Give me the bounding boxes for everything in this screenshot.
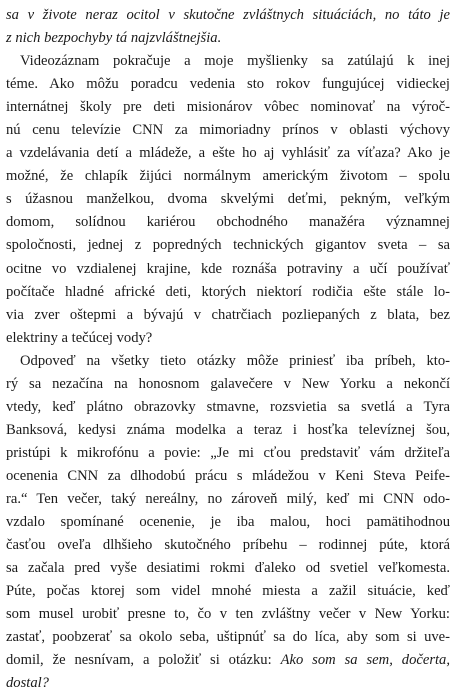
text-line: domom, solídnou kariérou obchodného manažéra významnej <box>6 214 450 231</box>
text-line <box>6 649 450 672</box>
text-line: spoločnosti, jednej z popredných technických gigantov sveta – sa <box>6 237 450 254</box>
text-line: Banksová, kedysi známa modelka a teraz i hosťka televíznej šou, <box>6 421 450 438</box>
paragraph-1 <box>6 4 450 50</box>
text-line: sa v živote neraz ocitol v skutočne zvláštnych situáciách, no táto je <box>6 7 450 23</box>
text-line-plain: domil, že nesnívam, a položiť si otázku: <box>6 652 281 669</box>
text-line: via zver oštepmi a bývajú v chatrčiach pozliepaných z blata, bez <box>6 306 450 323</box>
text-line: počítače hladné africké deti, ktorých niektorí rodičia ešte stále lo- <box>6 283 450 300</box>
text-line: vtedy, keď plátno obrazovky stmavne, rozsvietia sa svetlá a Tyra <box>6 398 450 415</box>
text-line: téme. Ako môžu poradcu vedenia sto rokov fungujúcej vidieckej <box>6 76 450 93</box>
text-line: elektriny a tečúcej vody? <box>6 329 153 346</box>
paragraph-2 <box>6 50 450 350</box>
text-line: nú cenu televízie CNN za mimoriadny prínos v oblasti výchovy <box>6 122 450 139</box>
text-line: a vzdelávania detí a mládeže, a ešte ho aj vyhlásiť za víťaza? Ako je <box>6 145 450 162</box>
text-line: sa začala pred vyše desiatimi rokmi ďaleko od svetiel veľkomesta. <box>6 560 450 577</box>
text-line <box>6 672 450 695</box>
text-line: rý sa nezačína na honosnom galavečere v New Yorku a nekončí <box>6 375 450 392</box>
text-line: ra.“ Ten večer, taký nereálny, no zároveň milý, keď mi CNN odo- <box>6 490 450 507</box>
text-line: Púte, počas ktorej som videl mnohé miesta a zažil situácie, keď <box>6 583 450 600</box>
text-line: ocenenia CNN za dlhodobú prácu s mládežou v Keni Steva Peife- <box>6 467 450 484</box>
text-line: som musel urobiť presne to, čo v ten zvláštny večer v New Yorku: <box>6 606 450 623</box>
text-line: vzdalo spomínané ocenenie, je iba malou, hoci pamätihodnou <box>6 514 450 531</box>
text-line: Videozáznam pokračuje a moje myšlienky sa zatúlajú k inej <box>20 53 450 70</box>
text-line: internátnej školy pre deti misionárov vôbec nominovať na výroč- <box>6 99 450 116</box>
italic-question: Ako som sa sem, dočerta, <box>280 652 450 669</box>
text-line: zastať, poobzerať sa okolo seba, uštipnúť sa do líca, aby som si uve- <box>6 629 450 646</box>
text-line: pristúpi k mikrofónu a povie: „Je mi cťou predstaviť vám držiteľa <box>6 444 450 461</box>
paragraph-3 <box>6 350 450 695</box>
text-line: Odpoveď na všetky tieto otázky môže priniesť iba príbeh, kto- <box>20 352 450 369</box>
text-line: ocitne vo vzdialenej krajine, kde roznáša potraviny a učí používať <box>6 260 450 277</box>
text-line: z nich bezpochyby tá najzvláštnejšia. <box>6 30 222 47</box>
text-line: s úžasnou manželkou, dvoma skvelými deťmi, pekným, veľkým <box>6 191 450 208</box>
text-line: časťou oveľa dlhšieho skutočného príbehu – rodinnej púte, ktorá <box>6 537 450 554</box>
italic-question-end: dostal? <box>6 675 49 692</box>
text-line: možné, že chlapík žijúci normálnym americkým životom – spolu <box>6 168 450 185</box>
